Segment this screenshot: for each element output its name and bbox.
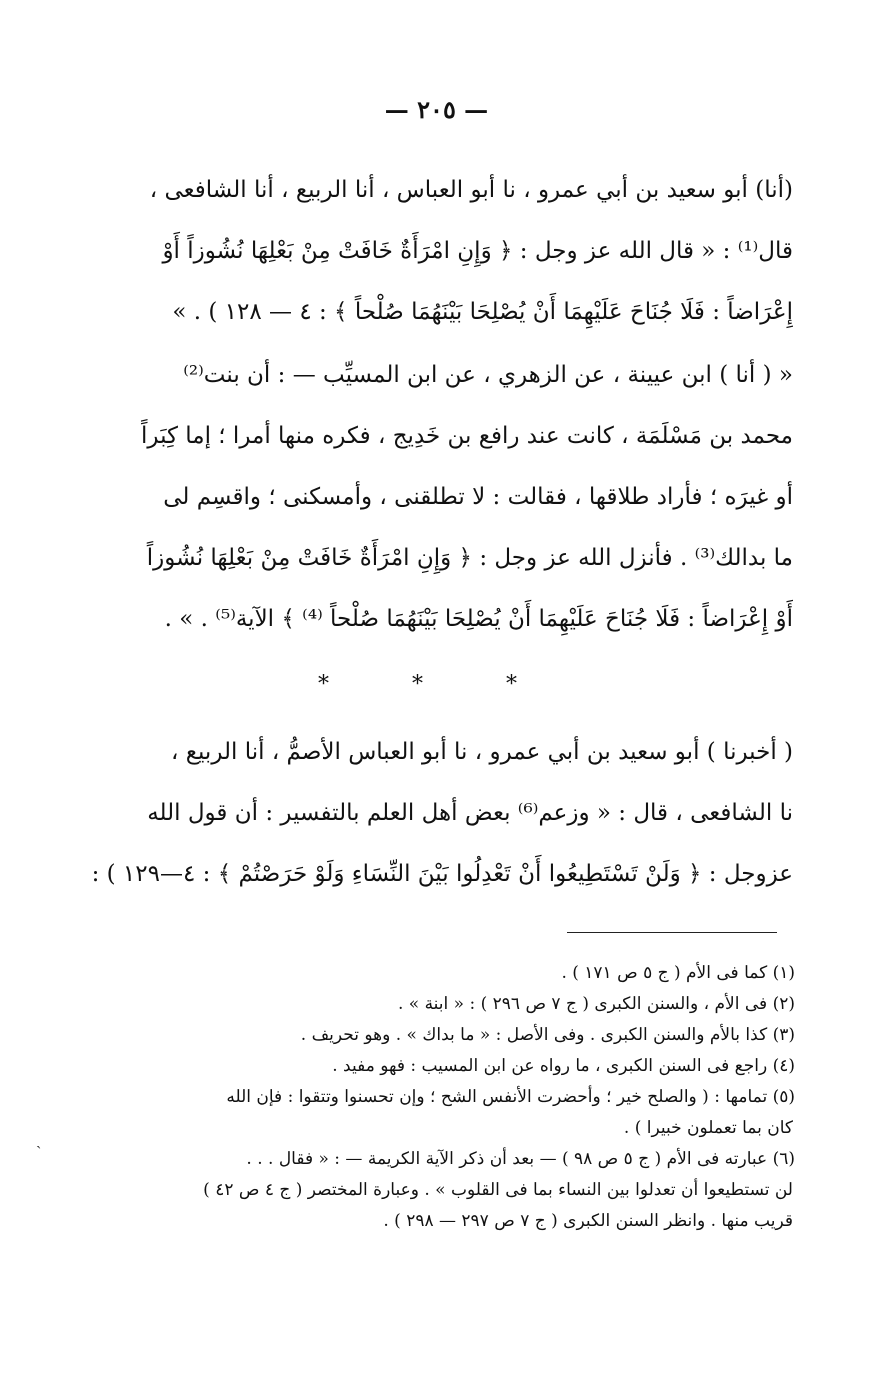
text-line: محمد بن مَسْلَمَة ، كانت عند رافع بن خَدِيج ، فكره منها أمرا ؛ إما كِبَراً <box>141 423 793 449</box>
text-line: أَوْ إِعْرَاضاً : فَلَا جُنَاحَ عَلَيْهِمَا أَنْ يُصْلِحَا بَيْنَهُمَا صُلْحاً ⁽⁴⁾ ﴾ الآية⁽⁵⁾ . » . <box>164 606 793 632</box>
footnote-2: (٢) فى الأم ، والسنن الكبرى ( ج ٧ ص ٢٩٦ ) : « ابنة » . <box>397 994 795 1014</box>
paragraph-3 <box>75 722 793 905</box>
text-line: « ( أنا ) ابن عيينة ، عن الزهري ، عن ابن المسيِّب — : أن بنت⁽²⁾ <box>183 362 793 388</box>
footnote-6-continuation: قريب منها . وانظر السنن الكبرى ( ج ٧ ص ٢٩٧ — ٢٩٨ ) . <box>383 1211 793 1231</box>
footnote-4: (٤) راجع فى السنن الكبرى ، ما رواه عن ابن المسيب : فهو مفيد . <box>332 1056 795 1076</box>
paragraph-1 <box>75 160 793 343</box>
text-line: عزوجل : ﴿ وَلَنْ تَسْتَطِيعُوا أَنْ تَعْدِلُوا بَيْنَ النِّسَاءِ وَلَوْ حَرَصْتُمْ ﴾ : ٤—١٢٩ ) : <box>91 861 793 887</box>
footnote-6-continuation: لن تستطيعوا أن تعدلوا بين النساء بما فى القلوب » . وعبارة المختصر ( ج ٤ ص ٤٢ ) <box>203 1180 793 1200</box>
text-line: ( أخبرنا ) أبو سعيد بن أبي عمرو ، نا أبو العباس الأصمُّ ، أنا الربيع ، <box>171 739 793 765</box>
margin-mark: ˎ <box>36 1130 42 1149</box>
text-line: ما بدالك⁽³⁾ . فأنزل الله عز وجل : ﴿ وَإِنِ امْرَأَةٌ خَافَتْ مِنْ بَعْلِهَا نُشُوزاً <box>146 545 793 571</box>
footnote-3: (٣) كذا بالأم والسنن الكبرى . وفى الأصل : « ما بداك » . وهو تحريف . <box>300 1025 795 1045</box>
footnote-1: (١) كما فى الأم ( ج ٥ ص ١٧١ ) . <box>561 963 795 983</box>
text-line: (أنا) أبو سعيد بن أبي عمرو ، نا أبو العباس ، أنا الربيع ، أنا الشافعى ، <box>149 177 793 203</box>
footnote-5-continuation: كان بما تعملون خبيرا ) . <box>623 1118 793 1138</box>
footnote-divider <box>567 932 777 933</box>
section-separator: * * * <box>318 672 555 697</box>
page-number: — ٢٠٥ — <box>384 95 489 124</box>
text-line: أو غيرَه ؛ فأراد طلاقها ، فقالت : لا تطلقنى ، وأمسكنى ؛ واقسِم لى <box>163 484 793 510</box>
footnote-6: (٦) عبارته فى الأم ( ج ٥ ص ٩٨ ) — بعد أن ذكر الآية الكريمة — : « فقال . . . <box>246 1149 795 1169</box>
footnote-5: (٥) تمامها : ( والصلح خير ؛ وأحضرت الأنفس الشح ؛ وإن تحسنوا وتتقوا : فإن الله <box>226 1087 795 1107</box>
text-line: إِعْرَاضاً : فَلَا جُنَاحَ عَلَيْهِمَا أَنْ يُصْلِحَا بَيْنَهُمَا صُلْحاً ﴾ : ٤ — ١٢٨ ) . » <box>172 299 793 325</box>
text-line: نا الشافعى ، قال : « وزعم⁽⁶⁾ بعض أهل العلم بالتفسير : أن قول الله <box>147 800 793 826</box>
text-line: قال⁽¹⁾ : « قال الله عز وجل : ﴿ وَإِنِ امْرَأَةٌ خَافَتْ مِنْ بَعْلِهَا نُشُوزاً أَوْ <box>162 238 793 264</box>
paragraph-2 <box>75 345 793 650</box>
footnotes <box>73 958 795 1237</box>
